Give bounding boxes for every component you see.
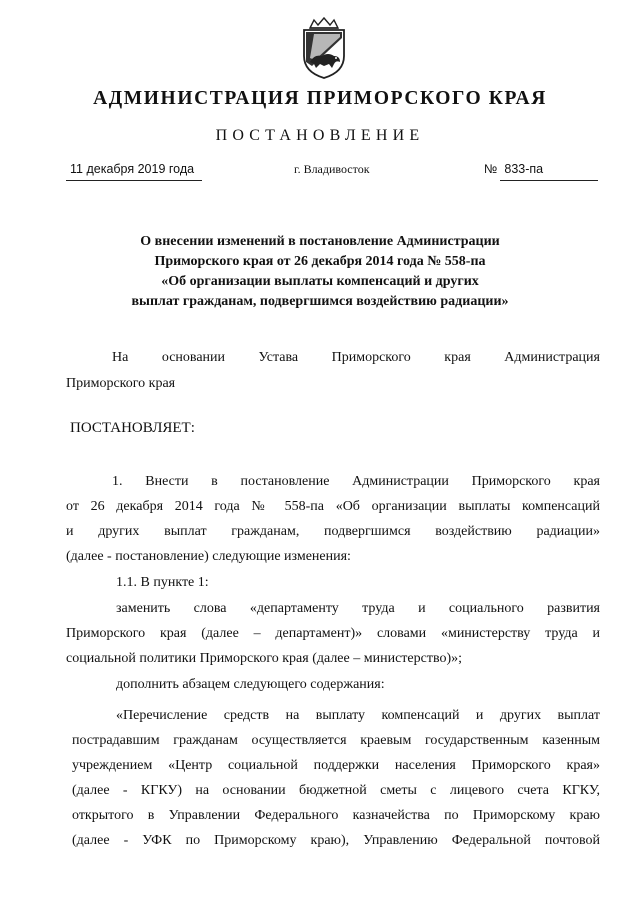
body-line: заменить слова «департаменту труда и социального развития bbox=[116, 601, 600, 616]
body-line: учреждением «Центр социальной поддержки населения Приморского края» bbox=[72, 758, 600, 773]
organization-name: АДМИНИСТРАЦИЯ ПРИМОРСКОГО КРАЯ bbox=[93, 88, 547, 109]
body-line: 1.1. В пункте 1: bbox=[116, 575, 209, 590]
title-line: Приморского края от 26 декабря 2014 года № 558-па bbox=[154, 254, 486, 269]
body-line: Приморского края (далее – департамент)» словами «министерству труда и bbox=[66, 626, 600, 641]
body-line: и других выплат гражданам, подвергшимся воздействию радиации» bbox=[66, 524, 600, 539]
body-line: (далее - УФК по Приморскому краю), Управлению Федеральной почтовой bbox=[72, 833, 600, 848]
document-date: 11 декабря 2019 года bbox=[70, 162, 195, 176]
body-line: пострадавшим гражданам осуществляется краевым государственным казенным bbox=[72, 733, 600, 748]
date-underline bbox=[66, 180, 202, 181]
document-city: г. Владивосток bbox=[294, 162, 370, 176]
number-prefix: № bbox=[484, 162, 498, 176]
title-line: выплат гражданам, подвергшимся воздействию радиации» bbox=[131, 294, 509, 309]
body-line: (далее - КГКУ) на основании бюджетной сметы с лицевого счета КГКУ, bbox=[72, 783, 600, 798]
basis-line: Приморского края bbox=[66, 376, 176, 391]
body-line: от 26 декабря 2014 года № 558-па «Об организации выплаты компенсаций bbox=[66, 499, 600, 514]
body-line: 1. Внести в постановление Администрации Приморского края bbox=[112, 474, 600, 489]
body-line: дополнить абзацем следующего содержания: bbox=[116, 677, 385, 692]
body-line: (далее - постановление) следующие изменения: bbox=[66, 549, 351, 564]
decree-word: ПОСТАНОВЛЯЕТ: bbox=[70, 420, 195, 436]
number-value: 833-па bbox=[504, 162, 544, 176]
number-underline bbox=[500, 180, 598, 181]
title-line: «Об организации выплаты компенсаций и других bbox=[161, 274, 479, 289]
body-line: социальной политики Приморского края (далее – министерство)»; bbox=[66, 651, 463, 666]
document-type: ПОСТАНОВЛЕНИЕ bbox=[215, 127, 425, 144]
title-line: О внесении изменений в постановление Администрации bbox=[140, 234, 500, 249]
body-line: открытого в Управлении Федерального казначейства по Приморскому краю bbox=[72, 808, 600, 823]
document-number bbox=[484, 162, 543, 176]
coat-of-arms-icon bbox=[296, 16, 352, 80]
basis-line: На основании Устава Приморского края Администрация bbox=[112, 350, 600, 365]
body-line: «Перечисление средств на выплату компенсаций и других выплат bbox=[116, 708, 600, 723]
document-title bbox=[110, 232, 530, 312]
